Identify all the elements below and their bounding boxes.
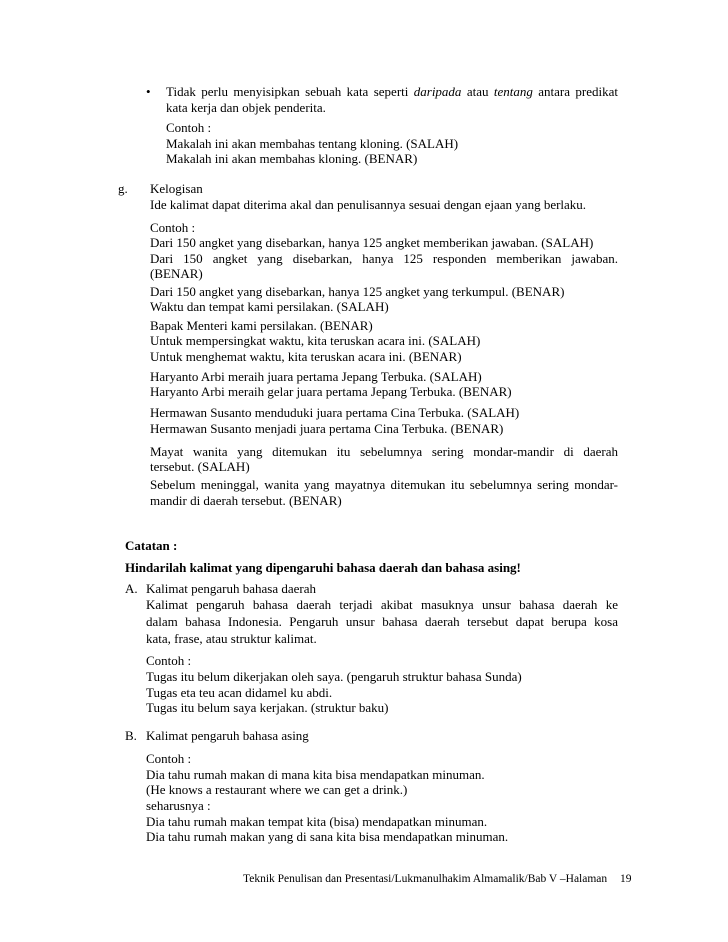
example-line: Waktu dan tempat kami persilakan. (SALAH): [150, 299, 389, 314]
example-line: Hermawan Susanto menduduki juara pertama Cina Terbuka. (SALAH): [150, 405, 520, 420]
contoh-label: Contoh :: [150, 220, 196, 235]
example-line: (BENAR): [150, 266, 203, 281]
contoh-label: Contoh :: [166, 120, 212, 135]
bullet-line-2: kata kerja dan objek penderita.: [166, 100, 326, 115]
section-title: Kelogisan: [150, 181, 203, 196]
example-line: (He knows a restaurant where we can get a drink.): [146, 782, 408, 797]
section-marker: g.: [118, 181, 128, 196]
example-line: Mayat wanita yang ditemukan itu sebelumnya sering mondar-mandir di daerah: [150, 444, 618, 459]
bullet-icon: •: [146, 84, 151, 99]
example-line: Bapak Menteri kami persilakan. (BENAR): [150, 318, 373, 333]
example-line: mandir di daerah tersebut. (BENAR): [150, 493, 342, 508]
contoh-label: Contoh :: [146, 653, 192, 668]
example-line: Makalah ini akan membahas kloning. (BENAR): [166, 151, 418, 166]
section-marker: B.: [125, 728, 137, 743]
section-title: Kalimat pengaruh bahasa daerah: [146, 581, 317, 596]
example-line: Tugas eta teu acan didamel ku abdi.: [146, 685, 333, 700]
example-line: Dia tahu rumah makan di mana kita bisa mendapatkan minuman.: [146, 767, 485, 782]
section-description: Kalimat pengaruh bahasa daerah terjadi akibat masuknya unsur bahasa daerah ke: [146, 597, 618, 612]
page-footer: [243, 872, 632, 886]
section-description: Ide kalimat dapat diterima akal dan penulisannya sesuai dengan ejaan yang berlaku.: [150, 197, 587, 212]
bullet-line-1: Tidak perlu menyisipkan sebuah kata seperti daripada atau tentang antara predikat: [166, 84, 618, 99]
example-line: Haryanto Arbi meraih juara pertama Jepang Terbuka. (SALAH): [150, 369, 482, 384]
example-line: tersebut. (SALAH): [150, 459, 250, 474]
section-marker: A.: [125, 581, 138, 596]
example-line: Makalah ini akan membahas tentang kloning. (SALAH): [166, 136, 459, 151]
section-title: Kalimat pengaruh bahasa asing: [146, 728, 309, 743]
emphasis-tentang: tentang: [493, 84, 533, 99]
example-line: Dari 150 angket yang disebarkan, hanya 125 angket memberikan jawaban. (SALAH): [150, 235, 594, 250]
example-line: Dia tahu rumah makan yang di sana kita bisa mendapatkan minuman.: [146, 829, 509, 844]
footer-text: Teknik Penulisan dan Presentasi/Lukmanulhakim Almamalik/Bab V –Halaman: [243, 873, 608, 885]
catatan-subtitle: Hindarilah kalimat yang dipengaruhi bahasa daerah dan bahasa asing!: [125, 560, 521, 575]
example-line: Untuk mempersingkat waktu, kita teruskan acara ini. (SALAH): [150, 333, 481, 348]
example-line: Dari 150 angket yang disebarkan, hanya 125 responden memberikan jawaban.: [150, 251, 618, 266]
page-number: 19: [620, 873, 632, 885]
catatan-title: Catatan :: [125, 538, 178, 553]
example-line: Sebelum meninggal, wanita yang mayatnya ditemukan itu sebelumnya sering mondar-: [150, 477, 618, 492]
section-description: kata, frase, atau struktur kalimat.: [146, 631, 317, 646]
example-line: Dia tahu rumah makan tempat kita (bisa) mendapatkan minuman.: [146, 814, 488, 829]
example-line: Haryanto Arbi meraih gelar juara pertama Jepang Terbuka. (BENAR): [150, 384, 512, 399]
example-line: Tugas itu belum dikerjakan oleh saya. (pengaruh struktur bahasa Sunda): [146, 669, 522, 684]
section-description: dalam bahasa Indonesia. Pengaruh unsur bahasa daerah tersebut dapat berupa kosa: [146, 614, 618, 629]
emphasis-daripada: daripada: [413, 84, 462, 99]
example-line: Hermawan Susanto menjadi juara pertama Cina Terbuka. (BENAR): [150, 421, 504, 436]
example-line: Dari 150 angket yang disebarkan, hanya 125 angket yang terkumpul. (BENAR): [150, 284, 565, 299]
example-line: seharusnya :: [146, 798, 211, 813]
example-line: Tugas itu belum saya kerjakan. (struktur baku): [146, 700, 389, 715]
example-line: Untuk menghemat waktu, kita teruskan acara ini. (BENAR): [150, 349, 462, 364]
contoh-label: Contoh :: [146, 751, 192, 766]
